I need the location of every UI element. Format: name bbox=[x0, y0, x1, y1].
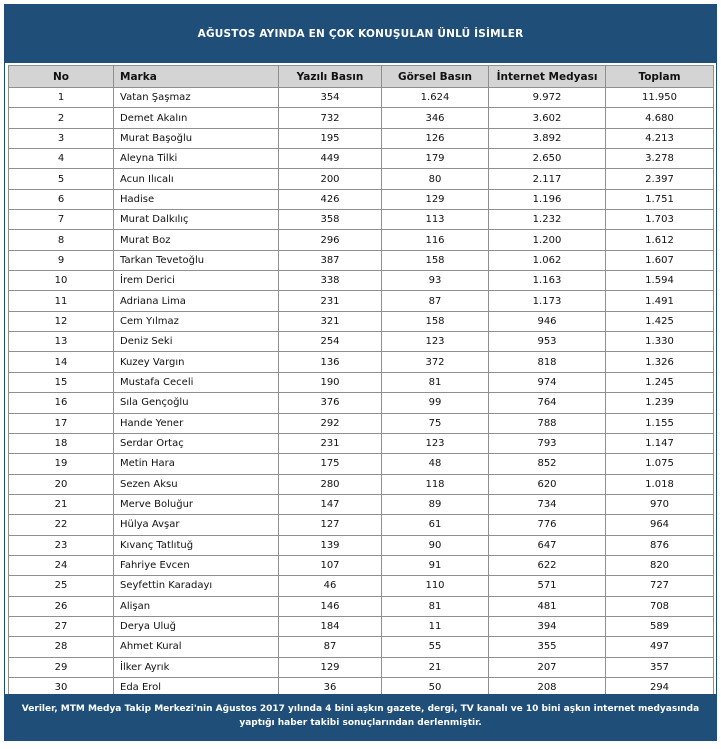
cell-marka: Derya Uluğ bbox=[114, 616, 279, 636]
report-frame bbox=[4, 4, 717, 741]
cell-no: 29 bbox=[9, 657, 114, 677]
cell-gorsel-basin: 90 bbox=[382, 535, 489, 555]
cell-yazili-basin: 195 bbox=[279, 128, 382, 148]
table-row bbox=[9, 230, 714, 250]
cell-marka: Aleyna Tilki bbox=[114, 149, 279, 169]
cell-no: 20 bbox=[9, 474, 114, 494]
cell-no: 14 bbox=[9, 352, 114, 372]
table-row bbox=[9, 616, 714, 636]
cell-toplam: 1.491 bbox=[606, 291, 714, 311]
cell-internet-medyasi: 620 bbox=[489, 474, 606, 494]
cell-internet-medyasi: 788 bbox=[489, 413, 606, 433]
cell-gorsel-basin: 80 bbox=[382, 169, 489, 189]
cell-internet-medyasi: 2.650 bbox=[489, 149, 606, 169]
cell-marka: Acun Ilıcalı bbox=[114, 169, 279, 189]
cell-gorsel-basin: 48 bbox=[382, 454, 489, 474]
cell-gorsel-basin: 81 bbox=[382, 372, 489, 392]
table-row bbox=[9, 311, 714, 331]
cell-yazili-basin: 129 bbox=[279, 657, 382, 677]
cell-yazili-basin: 254 bbox=[279, 332, 382, 352]
cell-gorsel-basin: 123 bbox=[382, 433, 489, 453]
cell-internet-medyasi: 622 bbox=[489, 555, 606, 575]
cell-toplam: 11.950 bbox=[606, 88, 714, 108]
cell-internet-medyasi: 394 bbox=[489, 616, 606, 636]
cell-no: 1 bbox=[9, 88, 114, 108]
cell-no: 24 bbox=[9, 555, 114, 575]
cell-marka: Hande Yener bbox=[114, 413, 279, 433]
cell-gorsel-basin: 1.624 bbox=[382, 88, 489, 108]
cell-no: 26 bbox=[9, 596, 114, 616]
table-row bbox=[9, 189, 714, 209]
table-row bbox=[9, 128, 714, 148]
cell-gorsel-basin: 372 bbox=[382, 352, 489, 372]
cell-toplam: 294 bbox=[606, 677, 714, 697]
cell-toplam: 708 bbox=[606, 596, 714, 616]
cell-gorsel-basin: 61 bbox=[382, 515, 489, 535]
title-bar bbox=[5, 5, 716, 63]
cell-toplam: 2.397 bbox=[606, 169, 714, 189]
cell-toplam: 4.680 bbox=[606, 108, 714, 128]
cell-yazili-basin: 231 bbox=[279, 291, 382, 311]
cell-internet-medyasi: 852 bbox=[489, 454, 606, 474]
cell-marka: Hülya Avşar bbox=[114, 515, 279, 535]
cell-no: 4 bbox=[9, 149, 114, 169]
cell-yazili-basin: 231 bbox=[279, 433, 382, 453]
cell-yazili-basin: 146 bbox=[279, 596, 382, 616]
cell-gorsel-basin: 123 bbox=[382, 332, 489, 352]
cell-internet-medyasi: 3.602 bbox=[489, 108, 606, 128]
cell-no: 22 bbox=[9, 515, 114, 535]
cell-toplam: 1.326 bbox=[606, 352, 714, 372]
cell-no: 21 bbox=[9, 494, 114, 514]
cell-gorsel-basin: 129 bbox=[382, 189, 489, 209]
cell-no: 8 bbox=[9, 230, 114, 250]
cell-no: 25 bbox=[9, 576, 114, 596]
cell-toplam: 357 bbox=[606, 657, 714, 677]
cell-internet-medyasi: 1.173 bbox=[489, 291, 606, 311]
table-row bbox=[9, 535, 714, 555]
cell-toplam: 1.239 bbox=[606, 393, 714, 413]
cell-yazili-basin: 136 bbox=[279, 352, 382, 372]
table-row bbox=[9, 474, 714, 494]
cell-yazili-basin: 296 bbox=[279, 230, 382, 250]
cell-toplam: 1.594 bbox=[606, 271, 714, 291]
column-header-no: No bbox=[9, 66, 114, 88]
cell-yazili-basin: 46 bbox=[279, 576, 382, 596]
cell-toplam: 1.607 bbox=[606, 250, 714, 270]
cell-gorsel-basin: 87 bbox=[382, 291, 489, 311]
cell-internet-medyasi: 776 bbox=[489, 515, 606, 535]
cell-no: 16 bbox=[9, 393, 114, 413]
cell-gorsel-basin: 11 bbox=[382, 616, 489, 636]
cell-marka: Mustafa Ceceli bbox=[114, 372, 279, 392]
cell-yazili-basin: 387 bbox=[279, 250, 382, 270]
cell-yazili-basin: 175 bbox=[279, 454, 382, 474]
table-header-row bbox=[9, 66, 714, 88]
cell-internet-medyasi: 764 bbox=[489, 393, 606, 413]
footnote-bar bbox=[5, 694, 716, 740]
table-row bbox=[9, 210, 714, 230]
cell-yazili-basin: 107 bbox=[279, 555, 382, 575]
cell-gorsel-basin: 116 bbox=[382, 230, 489, 250]
cell-marka: Demet Akalın bbox=[114, 108, 279, 128]
table-row bbox=[9, 454, 714, 474]
cell-internet-medyasi: 2.117 bbox=[489, 169, 606, 189]
cell-no: 18 bbox=[9, 433, 114, 453]
cell-marka: İlker Ayrık bbox=[114, 657, 279, 677]
cell-gorsel-basin: 346 bbox=[382, 108, 489, 128]
cell-marka: Tarkan Tevetoğlu bbox=[114, 250, 279, 270]
cell-yazili-basin: 292 bbox=[279, 413, 382, 433]
cell-no: 28 bbox=[9, 637, 114, 657]
cell-internet-medyasi: 818 bbox=[489, 352, 606, 372]
cell-yazili-basin: 321 bbox=[279, 311, 382, 331]
cell-internet-medyasi: 481 bbox=[489, 596, 606, 616]
footnote: Veriler, MTM Medya Takip Merkezi'nin Ağustos 2017 yılında 4 bini aşkın gazete, dergi, TV kanalı ve 10 bini aşkın internet medyasında yaptığı haber takibi sonuçlarından derlenmiştir. bbox=[21, 704, 700, 728]
cell-internet-medyasi: 1.196 bbox=[489, 189, 606, 209]
cell-gorsel-basin: 158 bbox=[382, 311, 489, 331]
cell-yazili-basin: 184 bbox=[279, 616, 382, 636]
cell-gorsel-basin: 21 bbox=[382, 657, 489, 677]
cell-gorsel-basin: 99 bbox=[382, 393, 489, 413]
cell-internet-medyasi: 793 bbox=[489, 433, 606, 453]
cell-gorsel-basin: 81 bbox=[382, 596, 489, 616]
column-header-internet-medyasi: İnternet Medyası bbox=[489, 66, 606, 88]
table-row bbox=[9, 393, 714, 413]
cell-no: 19 bbox=[9, 454, 114, 474]
table-row bbox=[9, 637, 714, 657]
cell-no: 15 bbox=[9, 372, 114, 392]
cell-marka: Murat Dalkılıç bbox=[114, 210, 279, 230]
cell-internet-medyasi: 1.200 bbox=[489, 230, 606, 250]
cell-yazili-basin: 338 bbox=[279, 271, 382, 291]
cell-toplam: 970 bbox=[606, 494, 714, 514]
cell-marka: Hadise bbox=[114, 189, 279, 209]
cell-marka: Deniz Seki bbox=[114, 332, 279, 352]
cell-toplam: 1.075 bbox=[606, 454, 714, 474]
cell-no: 30 bbox=[9, 677, 114, 697]
column-header-marka: Marka bbox=[114, 66, 279, 88]
cell-toplam: 1.147 bbox=[606, 433, 714, 453]
cell-marka: Seyfettin Karadayı bbox=[114, 576, 279, 596]
cell-internet-medyasi: 208 bbox=[489, 677, 606, 697]
table-row bbox=[9, 88, 714, 108]
column-header-yazili-basin: Yazılı Basın bbox=[279, 66, 382, 88]
cell-yazili-basin: 200 bbox=[279, 169, 382, 189]
page-title: AĞUSTOS AYINDA EN ÇOK KONUŞULAN ÜNLÜ İSİMLER bbox=[197, 28, 524, 40]
cell-marka: Murat Başoğlu bbox=[114, 128, 279, 148]
cell-internet-medyasi: 3.892 bbox=[489, 128, 606, 148]
cell-marka: Adriana Lima bbox=[114, 291, 279, 311]
cell-marka: Cem Yılmaz bbox=[114, 311, 279, 331]
cell-toplam: 1.612 bbox=[606, 230, 714, 250]
cell-internet-medyasi: 1.163 bbox=[489, 271, 606, 291]
cell-marka: Kuzey Vargın bbox=[114, 352, 279, 372]
cell-toplam: 589 bbox=[606, 616, 714, 636]
ranking-table bbox=[8, 65, 714, 698]
cell-yazili-basin: 376 bbox=[279, 393, 382, 413]
cell-internet-medyasi: 9.972 bbox=[489, 88, 606, 108]
cell-gorsel-basin: 91 bbox=[382, 555, 489, 575]
cell-no: 11 bbox=[9, 291, 114, 311]
cell-no: 12 bbox=[9, 311, 114, 331]
cell-toplam: 4.213 bbox=[606, 128, 714, 148]
cell-no: 5 bbox=[9, 169, 114, 189]
cell-gorsel-basin: 55 bbox=[382, 637, 489, 657]
cell-toplam: 727 bbox=[606, 576, 714, 596]
table-row bbox=[9, 494, 714, 514]
table-row bbox=[9, 515, 714, 535]
table-row bbox=[9, 352, 714, 372]
cell-gorsel-basin: 118 bbox=[382, 474, 489, 494]
table-row bbox=[9, 657, 714, 677]
cell-marka: Kıvanç Tatlıtuğ bbox=[114, 535, 279, 555]
table-row bbox=[9, 291, 714, 311]
table-row bbox=[9, 271, 714, 291]
cell-toplam: 1.330 bbox=[606, 332, 714, 352]
cell-marka: Alişan bbox=[114, 596, 279, 616]
table-row bbox=[9, 250, 714, 270]
cell-internet-medyasi: 647 bbox=[489, 535, 606, 555]
cell-internet-medyasi: 1.062 bbox=[489, 250, 606, 270]
table-row bbox=[9, 108, 714, 128]
cell-marka: Merve Boluğur bbox=[114, 494, 279, 514]
cell-yazili-basin: 87 bbox=[279, 637, 382, 657]
cell-marka: Metin Hara bbox=[114, 454, 279, 474]
table-row bbox=[9, 433, 714, 453]
cell-yazili-basin: 732 bbox=[279, 108, 382, 128]
cell-marka: Murat Boz bbox=[114, 230, 279, 250]
cell-marka: İrem Derici bbox=[114, 271, 279, 291]
table-row bbox=[9, 413, 714, 433]
cell-toplam: 1.425 bbox=[606, 311, 714, 331]
cell-yazili-basin: 36 bbox=[279, 677, 382, 697]
cell-no: 13 bbox=[9, 332, 114, 352]
table-row bbox=[9, 576, 714, 596]
cell-yazili-basin: 358 bbox=[279, 210, 382, 230]
table-row bbox=[9, 169, 714, 189]
cell-yazili-basin: 139 bbox=[279, 535, 382, 555]
cell-yazili-basin: 127 bbox=[279, 515, 382, 535]
cell-yazili-basin: 280 bbox=[279, 474, 382, 494]
cell-gorsel-basin: 93 bbox=[382, 271, 489, 291]
cell-toplam: 1.703 bbox=[606, 210, 714, 230]
cell-gorsel-basin: 110 bbox=[382, 576, 489, 596]
cell-gorsel-basin: 158 bbox=[382, 250, 489, 270]
cell-marka: Ahmet Kural bbox=[114, 637, 279, 657]
cell-no: 10 bbox=[9, 271, 114, 291]
table-row bbox=[9, 596, 714, 616]
cell-internet-medyasi: 207 bbox=[489, 657, 606, 677]
cell-marka: Eda Erol bbox=[114, 677, 279, 697]
cell-marka: Sezen Aksu bbox=[114, 474, 279, 494]
cell-marka: Sıla Gençoğlu bbox=[114, 393, 279, 413]
cell-gorsel-basin: 50 bbox=[382, 677, 489, 697]
cell-no: 17 bbox=[9, 413, 114, 433]
cell-toplam: 876 bbox=[606, 535, 714, 555]
cell-no: 3 bbox=[9, 128, 114, 148]
cell-toplam: 3.278 bbox=[606, 149, 714, 169]
cell-toplam: 964 bbox=[606, 515, 714, 535]
cell-yazili-basin: 354 bbox=[279, 88, 382, 108]
cell-no: 23 bbox=[9, 535, 114, 555]
cell-internet-medyasi: 953 bbox=[489, 332, 606, 352]
cell-internet-medyasi: 734 bbox=[489, 494, 606, 514]
cell-yazili-basin: 426 bbox=[279, 189, 382, 209]
table-row bbox=[9, 332, 714, 352]
cell-gorsel-basin: 75 bbox=[382, 413, 489, 433]
cell-toplam: 1.751 bbox=[606, 189, 714, 209]
cell-toplam: 497 bbox=[606, 637, 714, 657]
cell-internet-medyasi: 571 bbox=[489, 576, 606, 596]
cell-internet-medyasi: 1.232 bbox=[489, 210, 606, 230]
cell-yazili-basin: 449 bbox=[279, 149, 382, 169]
cell-internet-medyasi: 946 bbox=[489, 311, 606, 331]
cell-no: 27 bbox=[9, 616, 114, 636]
cell-toplam: 820 bbox=[606, 555, 714, 575]
cell-toplam: 1.245 bbox=[606, 372, 714, 392]
cell-internet-medyasi: 974 bbox=[489, 372, 606, 392]
cell-gorsel-basin: 126 bbox=[382, 128, 489, 148]
cell-marka: Fahriye Evcen bbox=[114, 555, 279, 575]
cell-yazili-basin: 147 bbox=[279, 494, 382, 514]
column-header-gorsel-basin: Görsel Basın bbox=[382, 66, 489, 88]
column-header-toplam: Toplam bbox=[606, 66, 714, 88]
cell-marka: Vatan Şaşmaz bbox=[114, 88, 279, 108]
cell-gorsel-basin: 89 bbox=[382, 494, 489, 514]
cell-toplam: 1.018 bbox=[606, 474, 714, 494]
cell-no: 9 bbox=[9, 250, 114, 270]
cell-no: 7 bbox=[9, 210, 114, 230]
cell-yazili-basin: 190 bbox=[279, 372, 382, 392]
table-row bbox=[9, 555, 714, 575]
cell-marka: Serdar Ortaç bbox=[114, 433, 279, 453]
cell-gorsel-basin: 179 bbox=[382, 149, 489, 169]
cell-toplam: 1.155 bbox=[606, 413, 714, 433]
table-row bbox=[9, 372, 714, 392]
cell-internet-medyasi: 355 bbox=[489, 637, 606, 657]
cell-no: 2 bbox=[9, 108, 114, 128]
table-row bbox=[9, 149, 714, 169]
cell-no: 6 bbox=[9, 189, 114, 209]
cell-gorsel-basin: 113 bbox=[382, 210, 489, 230]
